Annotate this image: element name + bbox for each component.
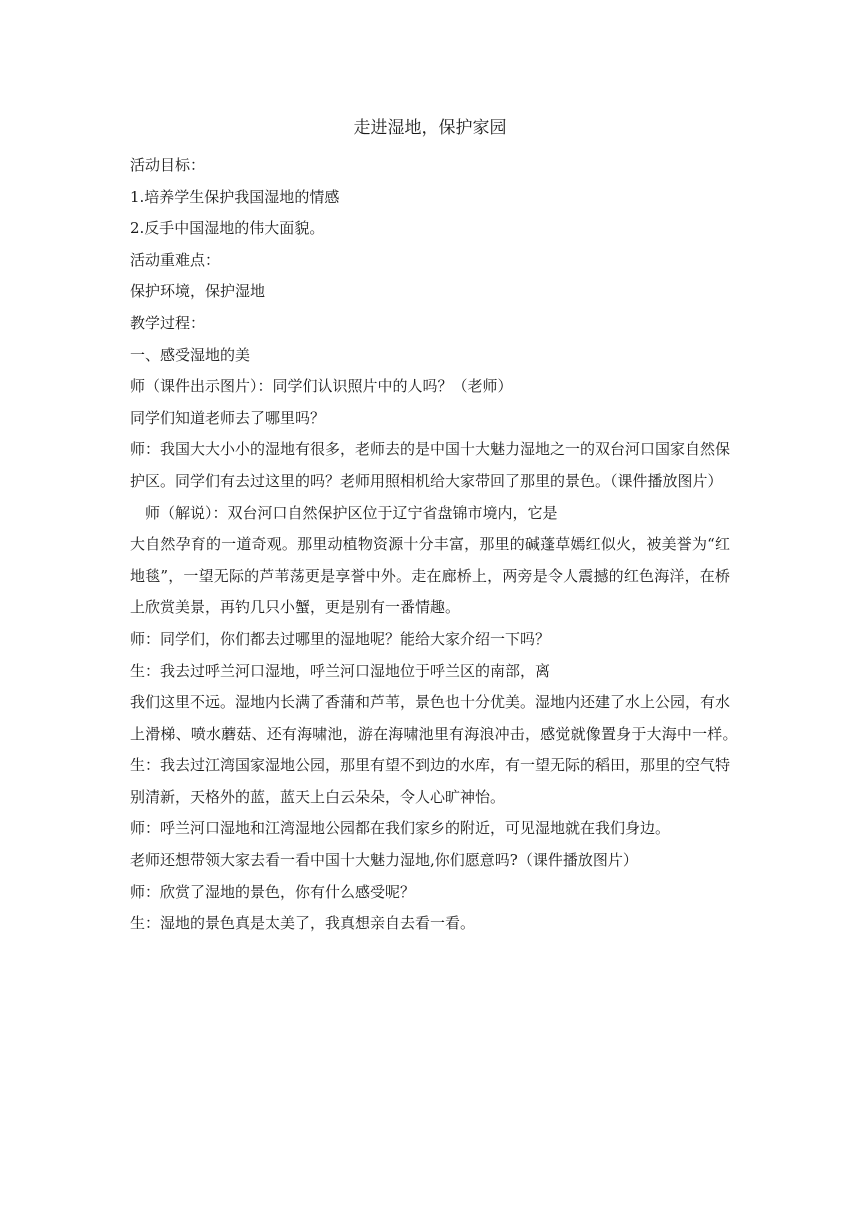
document-title: 走进湿地，保护家园 — [353, 118, 507, 138]
paragraph-teacher-narration: 师（解说）：双台河口自然保护区位于辽宁省盘锦市境内，它是 — [145, 503, 558, 522]
paragraph-student-answer-1: 生：我去过呼兰河口湿地，呼兰河口湿地位于呼兰区的南部，离 — [130, 661, 551, 680]
paragraph-teacher-question: 师（课件出示图片）：同学们认识照片中的人吗？（老师） — [130, 377, 513, 396]
paragraph-teacher-question-2: 同学们知道老师去了哪里吗？ — [130, 408, 326, 427]
paragraph-goal-2: 2.反手中国湿地的伟大面貌。 — [130, 219, 325, 238]
paragraph-goals-heading: 活动目标： — [130, 156, 206, 174]
paragraph-key-points: 保护环境，保护湿地 — [130, 282, 266, 301]
paragraph-teacher-invite: 老师还想带领大家去看一看中国十大魅力湿地,你们愿意吗?（课件播放图片） — [130, 851, 638, 870]
paragraph-narration-body: 大自然孕育的一道奇观。那里动植物资源十分丰富，那里的碱蓬草嫣红似火，被美誉为“红地毯”，一望无际的芦苇荡更是享誉中外。走在廊桥上，两旁是令人震撼的红色海洋，在桥上欣赏美景，再钓几只小蟹，更是别有一番情趣。 — [130, 535, 730, 617]
paragraph-student-feeling: 生：湿地的景色真是太美了，我真想亲自去看一看。 — [130, 914, 476, 933]
paragraph-process-heading: 教学过程： — [130, 313, 206, 332]
paragraph-student-answer-body: 我们这里不远。湿地内长满了香蒲和芦苇，景色也十分优美。湿地内还建了水上公园，有水上滑梯、喷水蘑菇、还有海啸池，游在海啸池里有海浪冲击，感觉就像置身于大海中一样。 生：我去过江湾国家湿地公园，那里有望不到边的水库，有一望无际的稻田，那里的空气特别清新，天格外的蓝，蓝天上白云朵朵，令人心旷神怡。 — [130, 693, 746, 806]
paragraph-section-1-heading: 一、感受湿地的美 — [130, 345, 251, 364]
paragraph-teacher-ask: 师：同学们，你们都去过哪里的湿地呢？能给大家介绍一下吗？ — [130, 629, 551, 648]
paragraph-goal-1: 1.培养学生保护我国湿地的情感 — [130, 187, 340, 206]
document-body — [130, 150, 746, 940]
paragraph-teacher-summary: 师：呼兰河口湿地和江湾湿地公园都在我们家乡的附近，可见湿地就在我们身边。 — [130, 819, 671, 838]
paragraph-teacher-intro: 师：我国大大小小的湿地有很多，老师去的是中国十大魅力湿地之一的双台河口国家自然保护区。同学们有去过这里的吗？老师用照相机给大家带回了那里的景色。（课件播放图片） — [130, 440, 731, 490]
paragraph-teacher-feeling: 师：欣赏了湿地的景色，你有什么感受呢？ — [130, 882, 416, 901]
paragraph-key-points-heading: 活动重难点： — [130, 250, 221, 269]
